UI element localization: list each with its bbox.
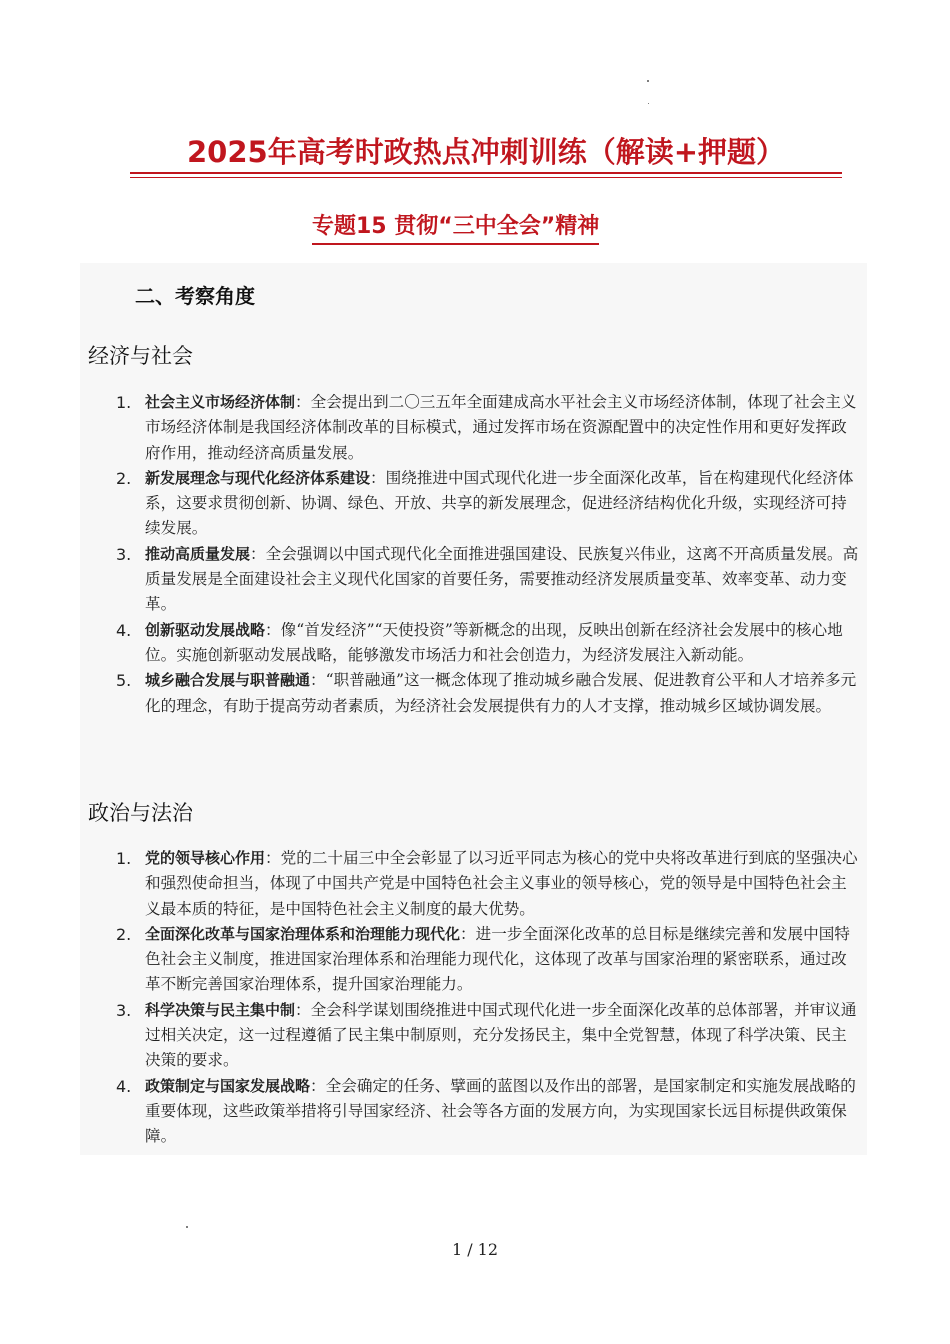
decorative-dot (647, 80, 649, 82)
item-separator: ： (370, 468, 386, 487)
item-number: 3. (116, 1000, 132, 1020)
item-term: 党的领导核心作用 (145, 849, 266, 867)
item-separator: ： (265, 620, 281, 639)
item-number: 2. (116, 924, 132, 944)
item-number: 3. (116, 544, 132, 564)
page-number: 1 / 12 (451, 1240, 499, 1259)
list-item (88, 618, 866, 669)
list-item (88, 922, 866, 998)
group-heading-economy: 经济与社会 (88, 344, 193, 368)
item-text: 全会确定的任务、擘画的蓝图以及作出的部署，是国家制定和实施发展战略的重要体现，这些政策举措将引导国家经济、社会等各方面的发展方向，为实现国家长远目标提供政策保障。 (145, 1076, 856, 1146)
item-term: 全面深化改革与国家治理体系和治理能力现代化 (145, 924, 461, 943)
document-title: 2025年高考时政热点冲刺训练（解读+押题） (130, 132, 842, 174)
item-separator: ： (310, 671, 326, 690)
item-text: 像“首发经济”“天使投资”等新概念的出现，反映出创新在经济社会发展中的核心地位。实施创新驱动发展战略，能够激发市场活力和社会创造力，为经济发展注入新动能。 (145, 620, 843, 664)
item-term: 社会主义市场经济体制 (145, 393, 296, 411)
item-number: 1. (116, 393, 132, 412)
item-separator: ： (295, 393, 311, 411)
decorative-dot (186, 1226, 188, 1228)
item-term: 推动高质量发展 (145, 544, 251, 563)
item-separator: ： (460, 924, 476, 943)
item-number: 4. (116, 620, 132, 640)
item-term: 城乡融合发展与职普融通 (145, 671, 311, 690)
document-subtitle: 专题15 贯彻“三中全会”精神 (312, 212, 599, 245)
item-separator: ： (295, 1000, 311, 1019)
group-heading-politics: 政治与法治 (88, 801, 193, 825)
item-separator: ： (265, 849, 281, 867)
item-text: 党的二十届三中全会彰显了以习近平同志为核心的党中央将改革进行到底的坚强决心和强烈使命担当，体现了中国共产党是中国特色社会主义事业的领导核心，党的领导是中国特色社会主义最本质的特征，是中国特色社会主义制度的最大优势。 (145, 849, 858, 918)
list-item (88, 998, 866, 1074)
list-item (88, 846, 866, 922)
list-item (88, 542, 866, 618)
item-term: 科学决策与民主集中制 (145, 1000, 296, 1019)
decorative-dot (648, 103, 649, 104)
item-text: “职普融通”这一概念体现了推动城乡融合发展、促进教育公平和人才培养多元化的理念，有助于提高劳动者素质，为经济社会发展提供有力的人才支撑，推动城乡区域协调发展。 (145, 671, 857, 715)
item-text: 全会提出到二〇三五年全面建成高水平社会主义市场经济体制，体现了社会主义市场经济体制是我国经济体制改革的目标模式，通过发挥市场在资源配置中的决定性作用和更好发挥政府作用，推动经济高质量发展。 (145, 393, 857, 462)
item-separator: ： (310, 1076, 326, 1095)
item-text: 全会强调以中国式现代化全面推进强国建设、民族复兴伟业，这离不开高质量发展。高质量发展是全面建设社会主义现代化国家的首要任务，需要推动经济发展质量变革、效率变革、动力变革。 (145, 544, 859, 614)
item-term: 创新驱动发展战略 (145, 620, 266, 639)
item-number: 1. (116, 849, 132, 868)
item-number: 5. (116, 671, 132, 691)
list-item (88, 466, 866, 542)
list-item (88, 1074, 866, 1150)
item-text: 全会科学谋划围绕推进中国式现代化进一步全面深化改革的总体部署，并审议通过相关决定，这一过程遵循了民主集中制原则，充分发扬民主，集中全党智慧，体现了科学决策、民主决策的要求。 (145, 1000, 857, 1070)
economy-item-list (88, 390, 866, 719)
item-text: 围绕推进中国式现代化进一步全面深化改革，旨在构建现代化经济体系，这要求贯彻创新、协调、绿色、开放、共享的新发展理念，促进经济结构优化升级，实现经济可持续发展。 (145, 468, 854, 538)
politics-item-list (88, 846, 866, 1150)
list-item (88, 668, 866, 719)
item-number: 2. (116, 468, 132, 488)
item-term: 新发展理念与现代化经济体系建设 (145, 468, 371, 487)
list-item (88, 390, 866, 466)
section-heading: 二、考察角度 (135, 284, 255, 308)
item-number: 4. (116, 1076, 132, 1096)
item-separator: ： (250, 544, 266, 563)
item-term: 政策制定与国家发展战略 (145, 1076, 311, 1095)
item-text: 进一步全面深化改革的总目标是继续完善和发展中国特色社会主义制度，推进国家治理体系和治理能力现代化，这体现了改革与国家治理的紧密联系，通过改革不断完善国家治理体系，提升国家治理能力。 (145, 924, 850, 994)
